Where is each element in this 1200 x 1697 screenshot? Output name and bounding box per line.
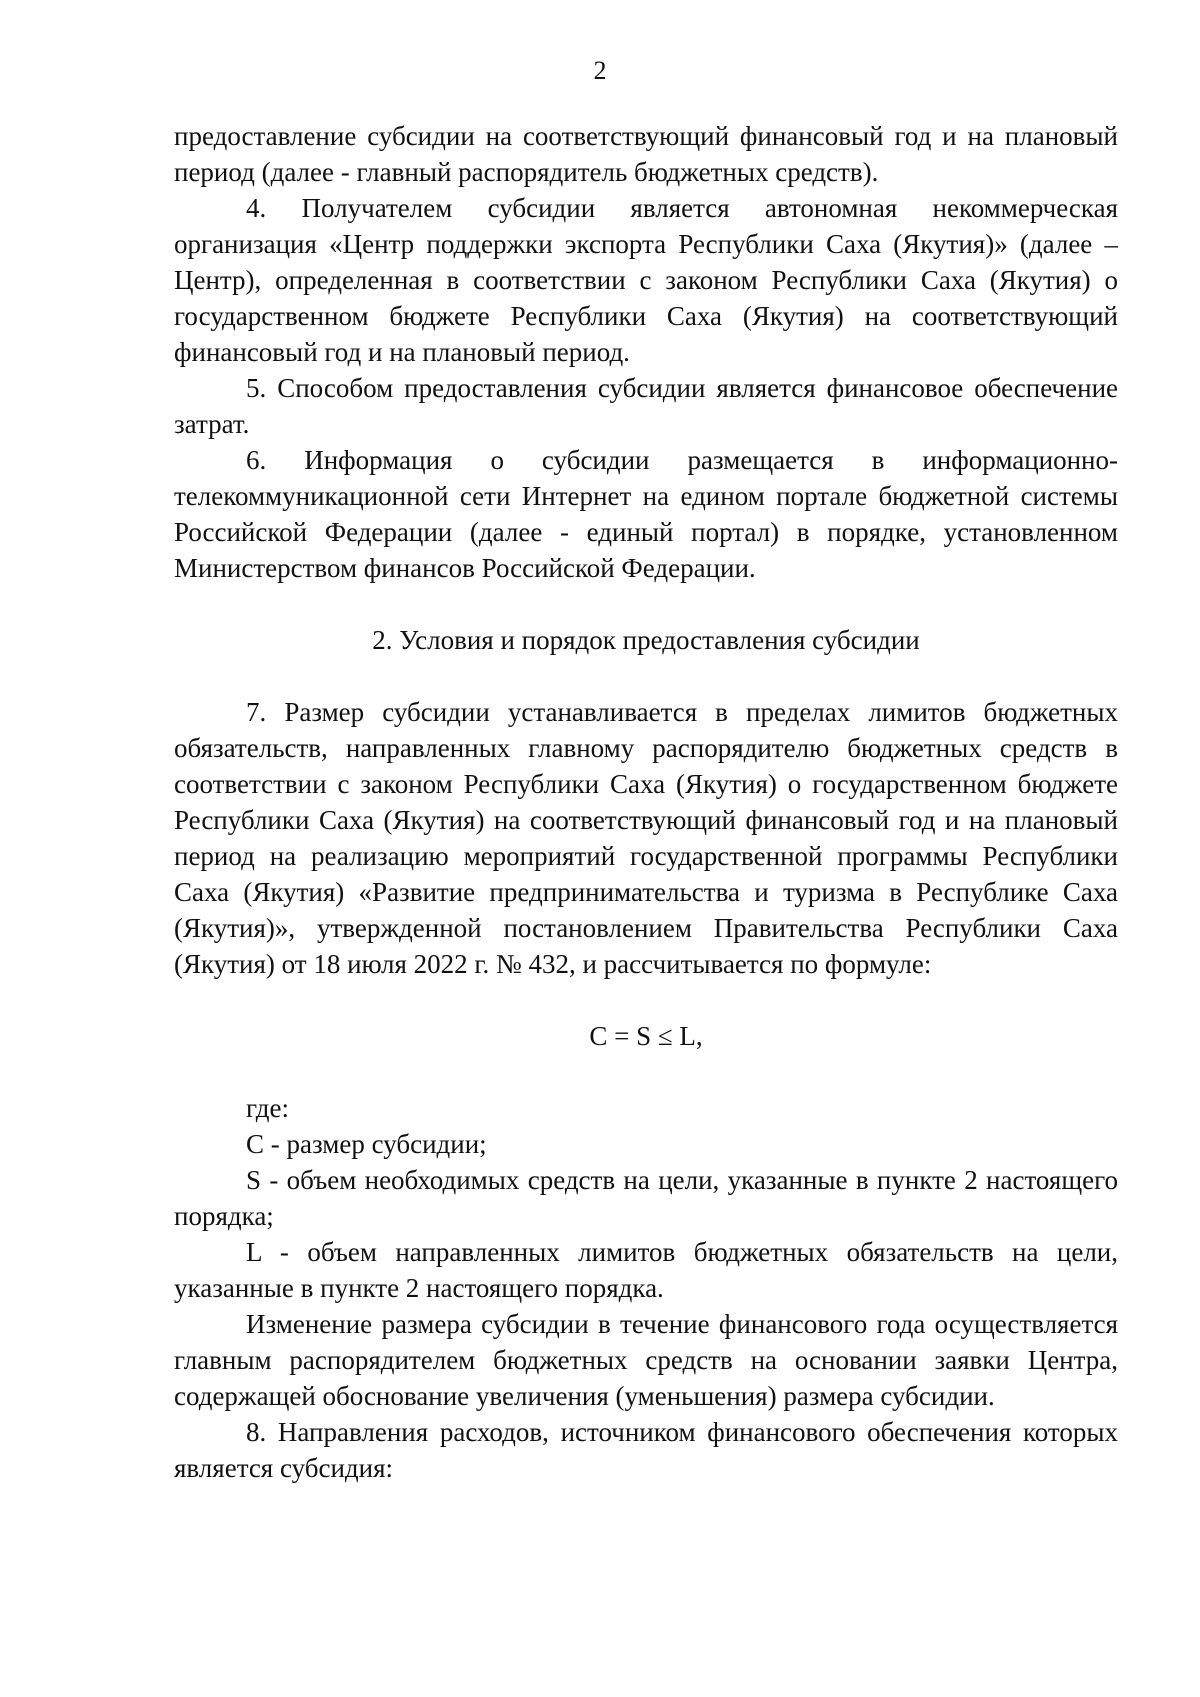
page-number: 2 <box>593 56 607 85</box>
section-2-title: 2. Условия и порядок предоставления субсидии <box>372 625 920 655</box>
paragraph-6: 6. Информация о субсидии размещается в информационно-телекоммуникационной сети Интернет на едином портале бюджетной системы Российской Федерации (далее - единый портал) в порядке, установленном Министерством финансов Российской Федерации. <box>174 445 1118 583</box>
definition-l: L - объем направленных лимитов бюджетных обязательств на цели, указанные в пункте 2 настоящего порядка. <box>174 1237 1118 1303</box>
formula: C = S ≤ L, <box>589 1021 703 1051</box>
document-body <box>174 118 1118 1486</box>
paragraph-5: 5. Способом предоставления субсидии является финансовое обеспечение затрат. <box>174 373 1118 439</box>
paragraph-7: 7. Размер субсидии устанавливается в пределах лимитов бюджетных обязательств, направленных главному распорядителю бюджетных средств в соответствии с законом Республики Саха (Якутия) о государственном бюджете Республики Саха (Якутия) на соответствующий финансовый год и на плановый период на реализацию мероприятий государственной программы Республики Саха (Якутия) «Развитие предпринимательства и туризма в Республике Саха (Якутия)», утвержденной постановлением Правительства Республики Саха (Якутия) от 18 июля 2022 г. № 432, и рассчитывается по формуле: <box>174 697 1118 979</box>
definition-c: C - размер субсидии; <box>246 1129 487 1159</box>
where-label: где: <box>246 1093 289 1123</box>
definition-s: S - объем необходимых средств на цели, указанные в пункте 2 настоящего порядка; <box>174 1165 1118 1231</box>
paragraph-8: 8. Направления расходов, источником финансового обеспечения которых является субсидия: <box>174 1417 1118 1483</box>
paragraph-change: Изменение размера субсидии в течение финансового года осуществляется главным распорядителем бюджетных средств на основании заявки Центра, содержащей обоснование увеличения (уменьшения) размера субсидии. <box>174 1309 1118 1411</box>
paragraph-4: 4. Получателем субсидии является автономная некоммерческая организация «Центр поддержки экспорта Республики Саха (Якутия)» (далее – Центр), определенная в соответствии с законом Республики Саха (Якутия) о государственном бюджете Республики Саха (Якутия) на соответствующий финансовый год и на плановый период. <box>174 193 1118 367</box>
paragraph-continuation: предоставление субсидии на соответствующий финансовый год и на плановый период (далее - главный распорядитель бюджетных средств). <box>174 121 1118 187</box>
